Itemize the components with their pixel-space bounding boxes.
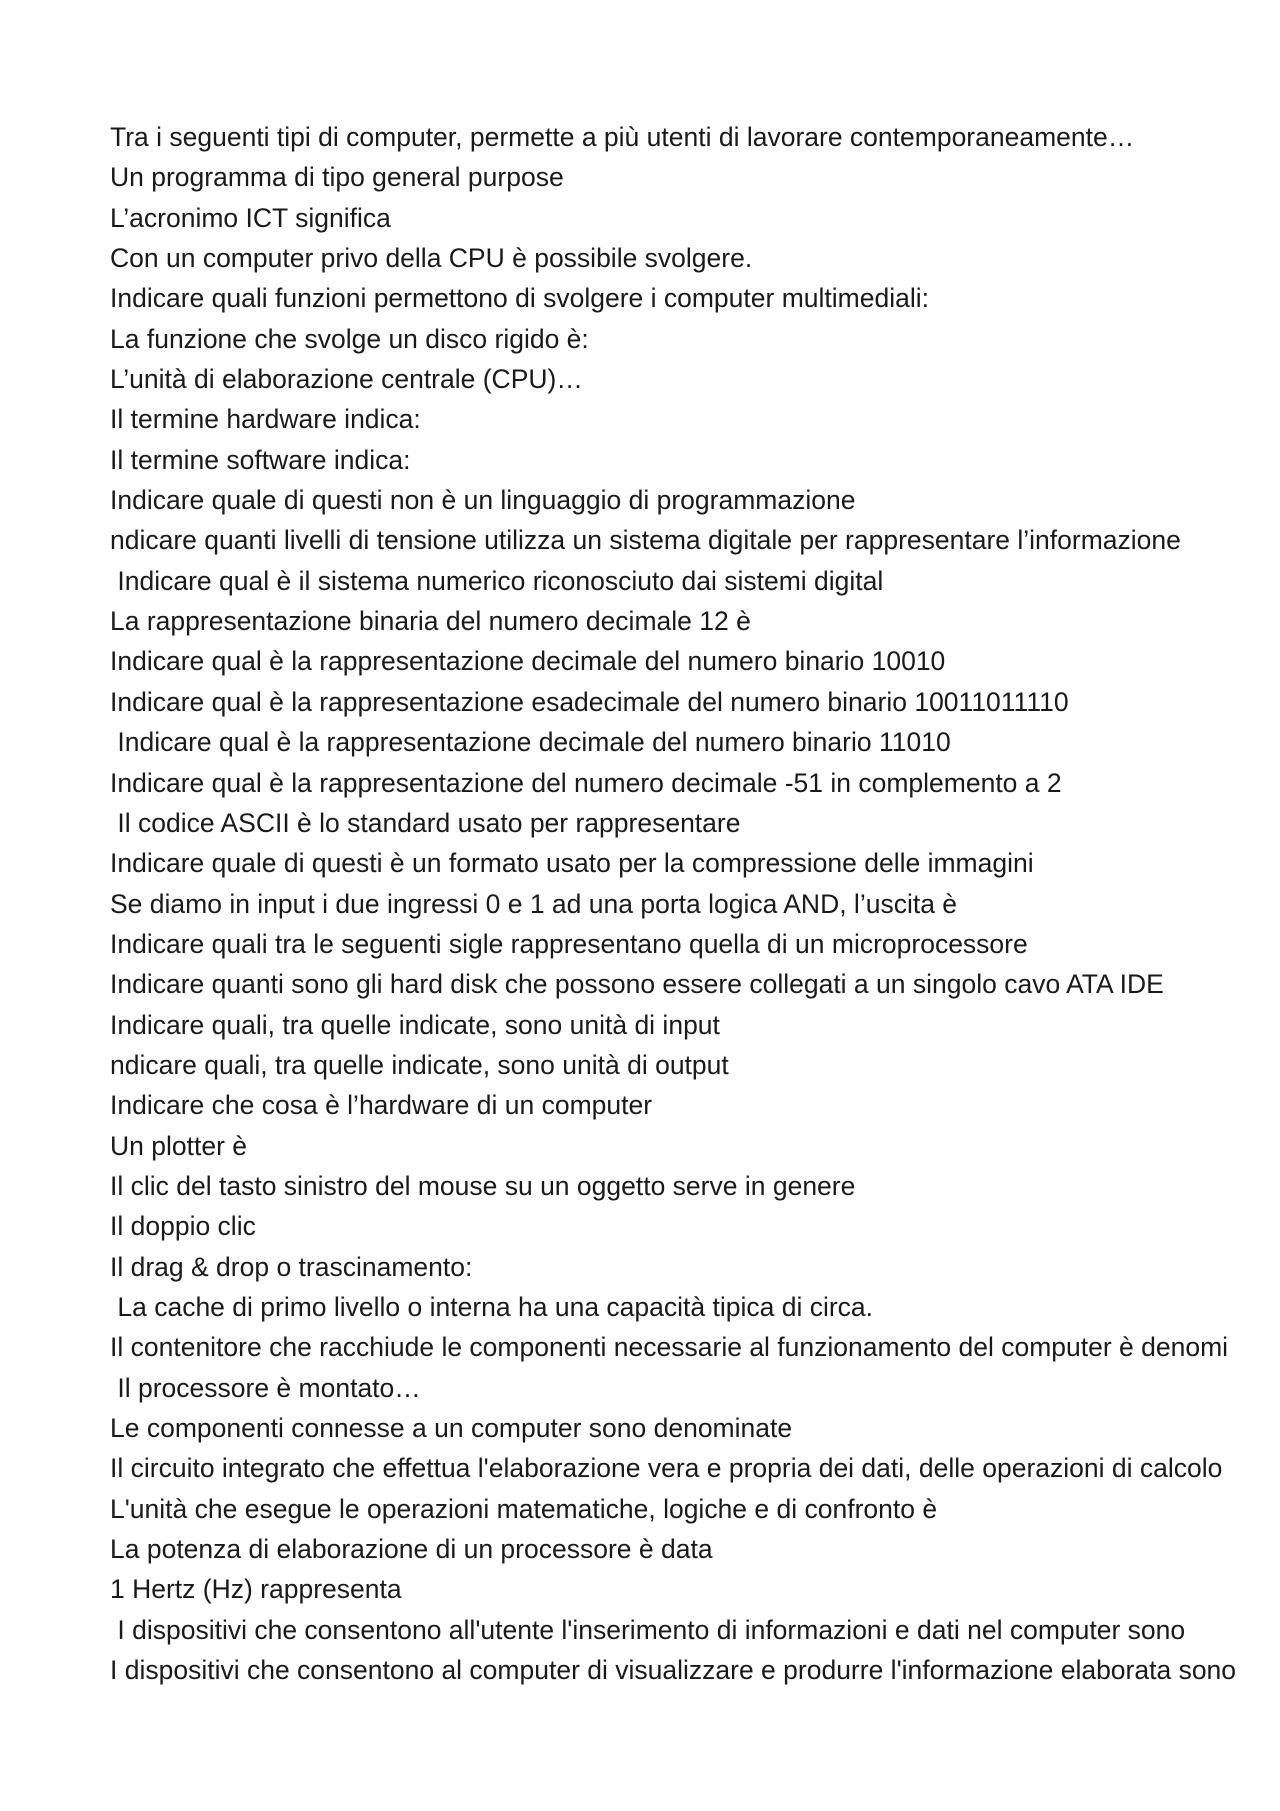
question-line: Il clic del tasto sinistro del mouse su un oggetto serve in genere <box>110 1170 856 1201</box>
question-line: La rappresentazione binaria del numero decimale 12 è <box>110 606 751 637</box>
question-line: Il circuito integrato che effettua l'elaborazione vera e propria dei dati, delle operazioni di calcolo <box>110 1453 1223 1484</box>
question-line: Indicare qual è la rappresentazione del numero decimale -51 in complemento a 2 <box>110 767 1062 798</box>
question-line: I dispositivi che consentono al computer di visualizzare e produrre l'informazione elaborata sono <box>110 1655 1237 1686</box>
question-line: Indicare che cosa è l’hardware di un computer <box>110 1090 653 1121</box>
question-line: Il processore è montato… <box>110 1372 421 1403</box>
question-line: La funzione che svolge un disco rigido è: <box>110 323 589 354</box>
question-line: Indicare qual è la rappresentazione decimale del numero binario 10010 <box>110 646 946 677</box>
question-line: Tra i seguenti tipi di computer, permette a più utenti di lavorare contemporaneamente… <box>110 122 1135 152</box>
question-line: Indicare qual è la rappresentazione decimale del numero binario 11010 <box>110 727 951 758</box>
question-line: Indicare quali funzioni permettono di svolgere i computer multimediali: <box>110 283 929 314</box>
question-line: L’acronimo ICT significa <box>110 202 391 233</box>
question-line: Il codice ASCII è lo standard usato per rappresentare <box>110 807 741 838</box>
question-line: Le componenti connesse a un computer sono denominate <box>110 1413 793 1443</box>
question-line: L'unità che esegue le operazioni matematiche, logiche e di confronto è <box>110 1493 938 1524</box>
question-list <box>110 117 1280 1690</box>
question-line: Indicare quale di questi è un formato usato per la compressione delle immagini <box>110 848 1034 879</box>
question-line: Il contenitore che racchiude le componenti necessarie al funzionamento del computer è denomi <box>110 1332 1229 1363</box>
question-line: Indicare quali tra le seguenti sigle rappresentano quella di un microprocessore <box>110 928 1028 959</box>
question-line: Un programma di tipo general purpose <box>110 162 564 193</box>
question-line: Indicare quali, tra quelle indicate, sono unità di input <box>110 1009 720 1040</box>
question-line: Il termine software indica: <box>110 444 411 475</box>
question-line: Se diamo in input i due ingressi 0 e 1 ad una porta logica AND, l’uscita è <box>110 888 958 919</box>
question-line: Il doppio clic <box>110 1211 256 1242</box>
question-line: 1 Hertz (Hz) rappresenta <box>110 1574 402 1605</box>
question-line: I dispositivi che consentono all'utente l'inserimento di informazioni e dati nel computer sono <box>110 1614 1186 1645</box>
question-line: L’unità di elaborazione centrale (CPU)… <box>110 364 583 395</box>
question-line: Il drag & drop o trascinamento: <box>110 1251 473 1282</box>
question-line: Indicare quanti sono gli hard disk che possono essere collegati a un singolo cavo ATA IDE <box>110 969 1164 1000</box>
question-line: Con un computer privo della CPU è possibile svolgere. <box>110 243 753 274</box>
question-line: Indicare qual è la rappresentazione esadecimale del numero binario 10011011110 <box>110 686 1069 717</box>
question-line: La potenza di elaborazione di un processore è data <box>110 1534 713 1565</box>
question-line: La cache di primo livello o interna ha una capacità tipica di circa. <box>110 1291 874 1322</box>
question-line: Indicare qual è il sistema numerico riconosciuto dai sistemi digital <box>110 565 884 596</box>
question-line: ndicare quanti livelli di tensione utilizza un sistema digitale per rappresentare l’informazione <box>110 525 1181 556</box>
question-line: Il termine hardware indica: <box>110 404 421 435</box>
question-line: ndicare quali, tra quelle indicate, sono unità di output <box>110 1049 729 1080</box>
question-line: Indicare quale di questi non è un linguaggio di programmazione <box>110 485 856 516</box>
question-line: Un plotter è <box>110 1130 247 1161</box>
